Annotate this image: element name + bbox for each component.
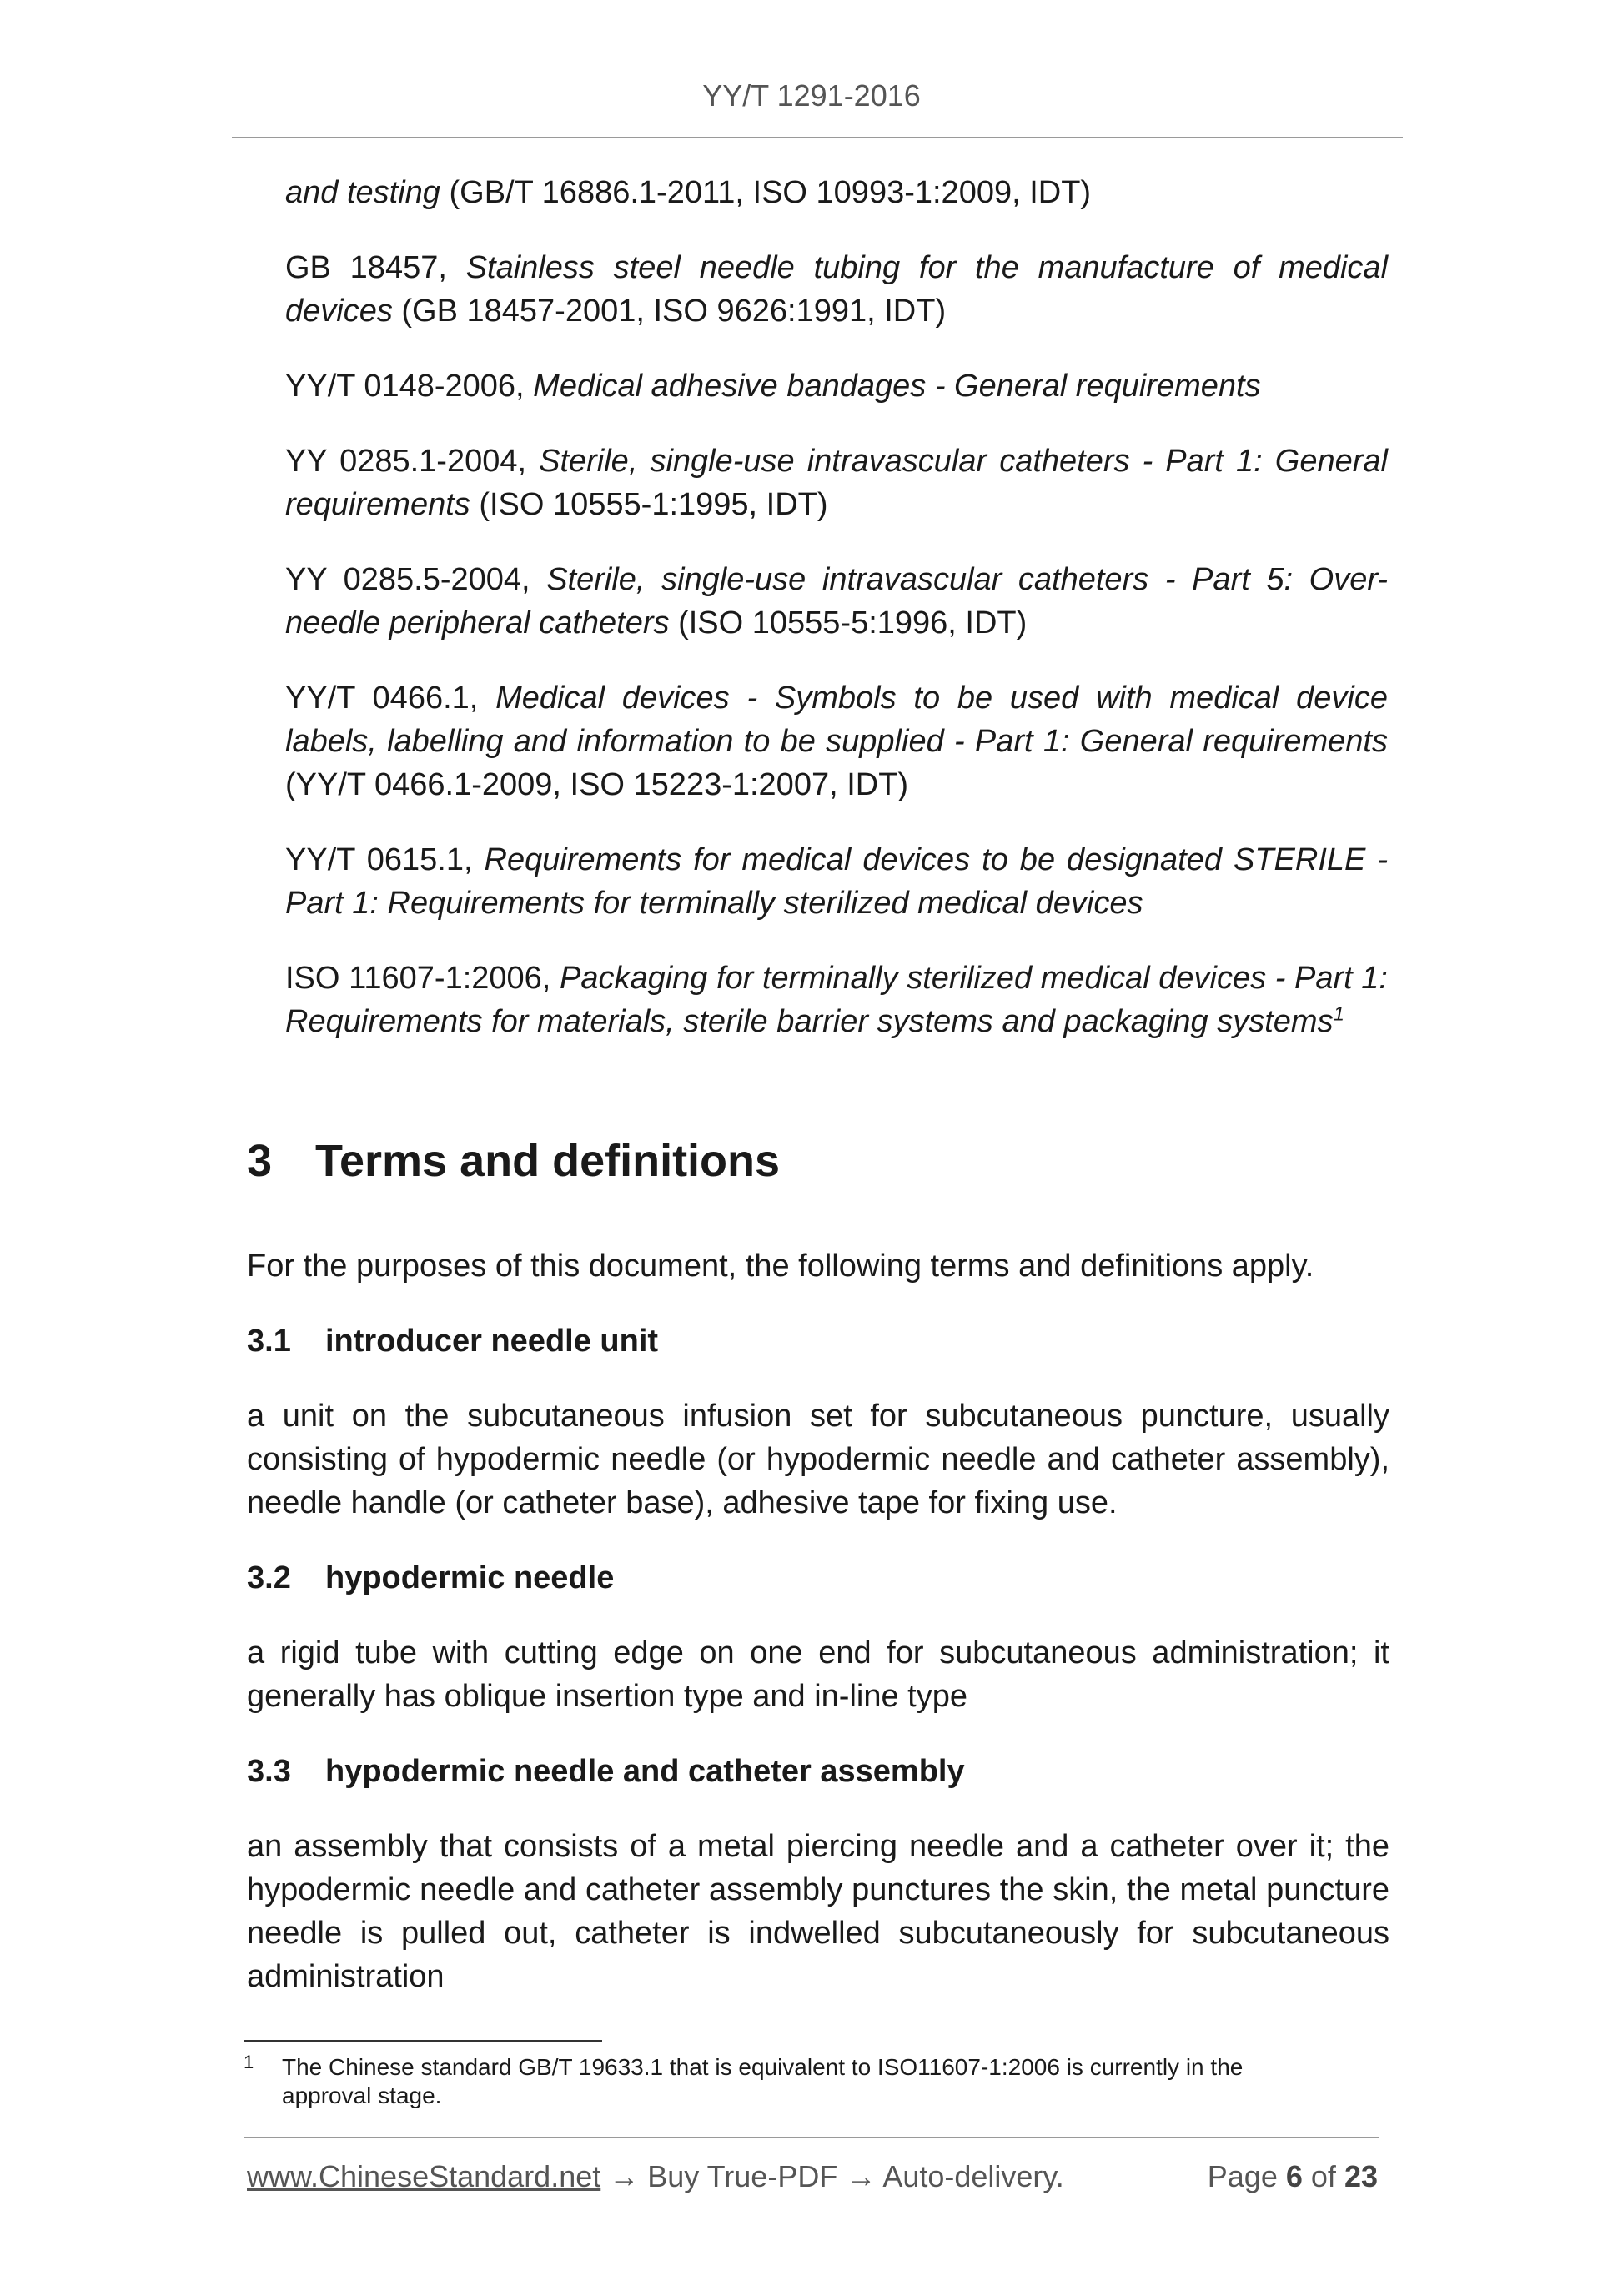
running-header xyxy=(0,78,1623,113)
term-name: hypodermic needle and catheter assembly xyxy=(325,1754,965,1789)
term-number: 3.2 xyxy=(247,1560,291,1595)
terms-and-definitions-section xyxy=(247,1134,1389,2030)
reference-item: YY/T 0148-2006, Medical adhesive bandages - General requirements xyxy=(285,369,1261,404)
term-heading xyxy=(247,1750,1389,1793)
reference-item: GB 18457, Stainless steel needle tubing for the manufacture of medical devices (GB 18457-2001, ISO 9626:1991, IDT) xyxy=(285,250,1389,329)
doc-id: YY/T 1291-2016 xyxy=(702,78,921,113)
term-number: 3.1 xyxy=(247,1324,291,1359)
term-name: hypodermic needle xyxy=(325,1560,615,1595)
promo-text: → Buy True-PDF → Auto-delivery. xyxy=(600,2159,1064,2193)
reference-item: YY/T 0466.1, Medical devices - Symbols to be used with medical device labels, labelling and information to be supplied - Part 1: General requirements (YY/T 0466.1-2009, ISO 15223-1:2007, IDT) xyxy=(285,681,1388,802)
term-definition: a unit on the subcutaneous infusion set for subcutaneous puncture, usually consisting of hypodermic needle (or hypodermic needle and catheter assembly), needle handle (or catheter base), adhesive tape for fixing use. xyxy=(247,1399,1389,1520)
footer-divider xyxy=(244,2137,1379,2138)
term-name: introducer needle unit xyxy=(325,1324,659,1359)
section-title: Terms and definitions xyxy=(315,1136,781,1186)
term-heading xyxy=(247,1556,1389,1600)
footnote xyxy=(244,2053,1328,2110)
current-page: 6 xyxy=(1285,2159,1303,2193)
term-heading xyxy=(247,1319,1389,1363)
section-number: 3 xyxy=(247,1136,273,1186)
page-indicator: Page 6 of 23 xyxy=(1207,2159,1378,2193)
footnote-reference[interactable]: 1 xyxy=(1333,1002,1344,1026)
section-heading xyxy=(247,1134,1389,1188)
footnote-separator xyxy=(244,2040,602,2042)
term-definition: a rigid tube with cutting edge on one end for subcutaneous administration; it generally has oblique insertion type and in-line type xyxy=(247,1635,1389,1714)
term-number: 3.3 xyxy=(247,1754,291,1789)
reference-item: YY/T 0615.1, Requirements for medical devices to be designated STERILE - Part 1: Requirements for terminally sterilized medical devices xyxy=(285,842,1388,921)
normative-references-list xyxy=(285,171,1388,1075)
website-link[interactable]: www.ChineseStandard.net xyxy=(247,2159,601,2193)
footer-promo xyxy=(247,2158,1064,2195)
reference-item: YY 0285.1-2004, Sterile, single-use intravascular catheters - Part 1: General requirements (ISO 10555-1:1995, IDT) xyxy=(285,444,1388,522)
header-divider xyxy=(232,137,1403,138)
footnote-text: The Chinese standard GB/T 19633.1 that is equivalent to ISO11607-1:2006 is currently in the approval stage. xyxy=(282,2054,1244,2108)
reference-item: and testing (GB/T 16886.1-2011, ISO 10993-1:2009, IDT) xyxy=(285,175,1092,210)
section-intro: For the purposes of this document, the following terms and definitions apply. xyxy=(247,1248,1314,1284)
reference-item: ISO 11607-1:2006, Packaging for terminally sterilized medical devices - Part 1: Requirements for materials, sterile barrier systems and packaging systems$^1$ xyxy=(285,961,1388,1039)
term-definition: an assembly that consists of a metal piercing needle and a catheter over it; the hypodermic needle and catheter assembly punctures the skin, the metal puncture needle is pulled out, catheter is indwelled subcutaneously for subcutaneous administration xyxy=(247,1829,1389,1994)
reference-item: YY 0285.5-2004, Sterile, single-use intravascular catheters - Part 5: Over-needle peripheral catheters (ISO 10555-5:1996, IDT) xyxy=(285,562,1388,641)
footnote-mark: 1 xyxy=(244,2052,254,2072)
total-pages: 23 xyxy=(1344,2159,1378,2193)
